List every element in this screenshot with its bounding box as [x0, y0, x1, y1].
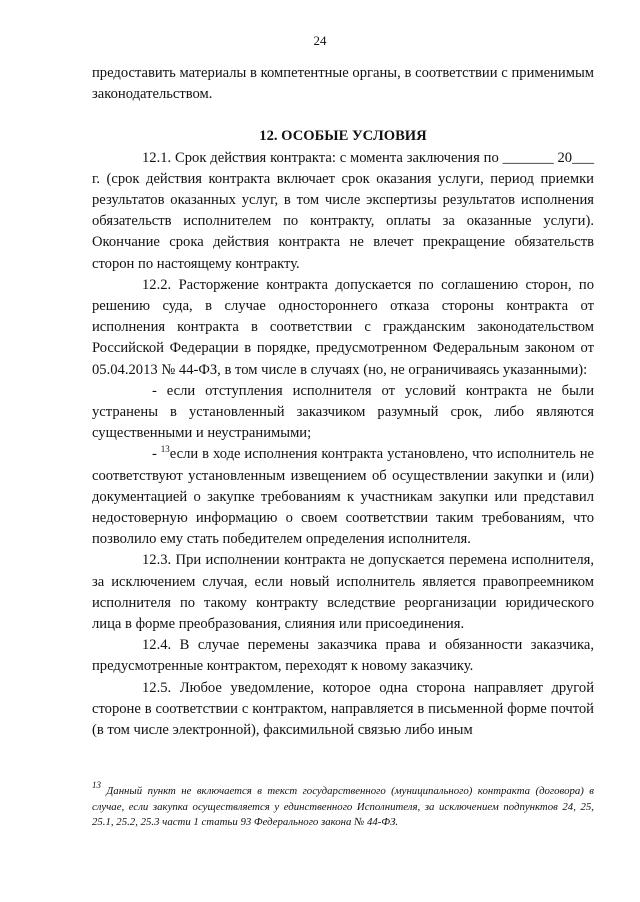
list-item-text: если в ходе исполнения контракта установлено, что исполнитель не соответствуют установленным извещением об осуществлении закупки и (или) документацией о закупке требованиям к участникам закупки или представил недостоверную информацию о своем соответствии таким требованиям, что позволило ему стать победителем определения исполнителя.	[92, 446, 594, 548]
paragraph-12-4: 12.4. В случае перемены заказчика права и обязанности заказчика, предусмотренные контрактом, переходят к новому заказчику.	[92, 637, 594, 675]
footnote-marker: 13	[92, 780, 101, 790]
paragraph-continuation: предоставить материалы в компетентные органы, в соответствии с применимым законодательством.	[92, 65, 594, 103]
footnote-body	[92, 780, 594, 831]
dash: -	[152, 446, 161, 463]
paragraph-12-1: 12.1. Срок действия контракта: с момента заключения по _______ 20___ г. (срок действия контракта включает срок оказания услуги, период приемки результатов оказанных услуг, в том числе экспертизы результатов исполнения обязательств исполнителем по контракту, оплаты за оказанные услуги). Окончание срока действия контракта не влечет прекращение обязательств сторон по настоящему контракту.	[92, 149, 594, 272]
section-heading: 12. ОСОБЫЕ УСЛОВИЯ	[259, 128, 427, 145]
paragraph-12-2: 12.2. Расторжение контракта допускается по соглашению сторон, по решению суда, в случае одностороннего отказа стороны контракта от исполнения контракта в соответствии с гражданским законодательством Российской Федерации в порядке, предусмотренном Федеральным законом от 05.04.2013 № 44-ФЗ, в том числе в случаях (но, не ограничиваясь указанными):	[92, 276, 594, 378]
list-item-deviations: - если отступления исполнителя от условий контракта не были устранены в установленный заказчиком разумный срок, либо являются существенными и неустранимыми;	[92, 382, 594, 442]
paragraph-12-5: 12.5. Любое уведомление, которое одна сторона направляет другой стороне в соответствии с контрактом, направляется в письменной форме почтой (в том числе электронной), факсимильной связью либо иным	[92, 679, 594, 739]
document-body	[92, 63, 594, 741]
footnote	[92, 780, 594, 831]
page-number: 24	[313, 33, 327, 48]
paragraph-12-3: 12.3. При исполнении контракта не допускается перемена исполнителя, за исключением случая, если новый исполнитель является правопреемником исполнителя по такому контракту вследствие реорганизации юридического лица в форме преобразования, слияния или присоединения.	[92, 552, 594, 633]
footnote-reference: 13	[160, 444, 170, 455]
list-item-noncompliance	[92, 444, 594, 550]
footnote-text: Данный пункт не включается в текст государственного (муниципального) контракта (договора) в случае, если закупка осуществляется у единственного Исполнителя, за исключением подпунктов 24, 25, 25.1, 25.2, 25.3 части 1 статьи 93 Федерального закона № 44-ФЗ.	[92, 785, 594, 828]
